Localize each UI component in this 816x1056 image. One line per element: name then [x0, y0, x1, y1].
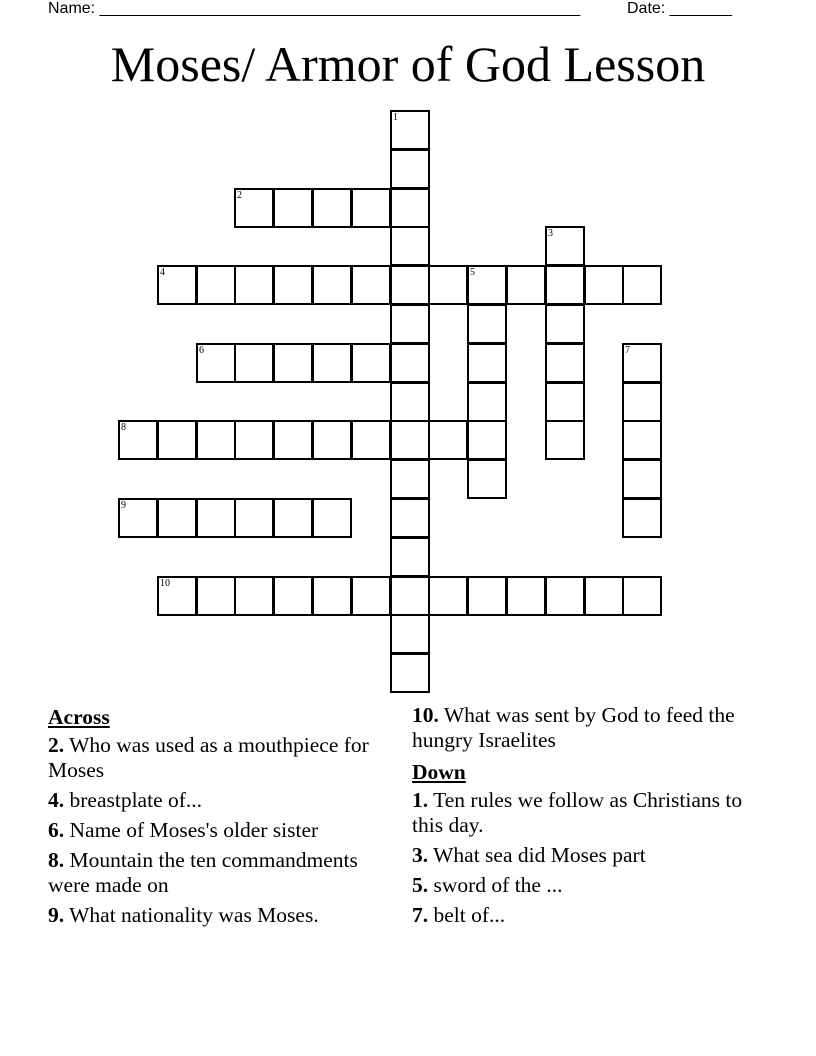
crossword-cell[interactable] [467, 382, 507, 422]
clue-number-label: 2 [237, 190, 242, 201]
crossword-cell[interactable] [506, 265, 546, 305]
crossword-cell[interactable] [390, 537, 430, 577]
clue-across-2: 2. Who was used as a mouthpiece for Moses [48, 733, 369, 782]
crossword-cell[interactable] [467, 459, 507, 499]
name-field-label: Name: ______________________________________________________ [48, 0, 581, 17]
clue-across-8: 8. Mountain the ten commandments were made on [48, 848, 358, 897]
crossword-cell[interactable] [234, 343, 274, 383]
crossword-cell[interactable] [622, 420, 662, 460]
crossword-cell[interactable] [118, 498, 158, 538]
crossword-cell[interactable] [273, 498, 313, 538]
crossword-cell[interactable] [351, 188, 391, 228]
crossword-cell[interactable] [390, 653, 430, 693]
crossword-cell[interactable] [545, 420, 585, 460]
crossword-cell[interactable] [157, 265, 197, 305]
crossword-cell[interactable] [196, 343, 236, 383]
crossword-cell[interactable] [622, 459, 662, 499]
crossword-cell[interactable] [312, 576, 352, 616]
crossword-cell[interactable] [390, 110, 430, 150]
crossword-cell[interactable] [234, 188, 274, 228]
crossword-cell[interactable] [545, 226, 585, 266]
crossword-cell[interactable] [273, 420, 313, 460]
crossword-cell[interactable] [390, 614, 430, 654]
clue-number-label: 10 [160, 578, 170, 589]
crossword-cell[interactable] [196, 265, 236, 305]
clue-down-3: 3. What sea did Moses part [412, 843, 646, 867]
across-heading: Across [48, 705, 110, 729]
crossword-cell[interactable] [312, 498, 352, 538]
clues-column-left [48, 703, 398, 933]
crossword-cell[interactable] [390, 188, 430, 228]
clues-column-right [412, 703, 762, 933]
crossword-cell[interactable] [196, 420, 236, 460]
clue-number-label: 6 [199, 345, 204, 356]
crossword-cell[interactable] [157, 576, 197, 616]
crossword-cell[interactable] [234, 498, 274, 538]
crossword-cell[interactable] [351, 343, 391, 383]
crossword-cell[interactable] [390, 420, 430, 460]
crossword-cell[interactable] [467, 304, 507, 344]
crossword-cell[interactable] [428, 420, 468, 460]
crossword-cell[interactable] [622, 498, 662, 538]
crossword-cell[interactable] [351, 420, 391, 460]
crossword-cell[interactable] [234, 420, 274, 460]
clue-across-4: 4. breastplate of... [48, 788, 203, 812]
crossword-cell[interactable] [622, 343, 662, 383]
crossword-cell[interactable] [390, 459, 430, 499]
crossword-cell[interactable] [390, 149, 430, 189]
crossword-cell[interactable] [545, 382, 585, 422]
clue-down-1: 1. Ten rules we follow as Christians to this day. [412, 788, 743, 837]
clue-across-10: 10. What was sent by God to feed the hungry Israelites [412, 703, 735, 752]
crossword-cell[interactable] [312, 188, 352, 228]
crossword-cell[interactable] [390, 576, 430, 616]
crossword-cell[interactable] [390, 343, 430, 383]
crossword-cell[interactable] [622, 382, 662, 422]
crossword-cell[interactable] [390, 265, 430, 305]
clue-number-label: 7 [625, 345, 630, 356]
crossword-cell[interactable] [467, 420, 507, 460]
clue-down-5: 5. sword of the ... [412, 873, 563, 897]
crossword-cell[interactable] [234, 265, 274, 305]
crossword-cell[interactable] [118, 420, 158, 460]
crossword-cell[interactable] [273, 265, 313, 305]
crossword-cell[interactable] [196, 576, 236, 616]
clue-number-label: 1 [393, 112, 398, 123]
crossword-cell[interactable] [622, 576, 662, 616]
crossword-cell[interactable] [428, 265, 468, 305]
crossword-cell[interactable] [545, 304, 585, 344]
crossword-cell[interactable] [467, 265, 507, 305]
crossword-cell[interactable] [545, 576, 585, 616]
crossword-cell[interactable] [390, 226, 430, 266]
page-title: Moses/ Armor of God Lesson [110, 36, 706, 92]
crossword-cell[interactable] [545, 343, 585, 383]
crossword-cell[interactable] [273, 576, 313, 616]
crossword-cell[interactable] [584, 576, 624, 616]
crossword-cell[interactable] [234, 576, 274, 616]
crossword-cell[interactable] [390, 498, 430, 538]
crossword-cell[interactable] [157, 420, 197, 460]
crossword-cell[interactable] [545, 265, 585, 305]
crossword-cell[interactable] [506, 576, 546, 616]
crossword-cell[interactable] [622, 265, 662, 305]
crossword-cell[interactable] [467, 576, 507, 616]
clue-number-label: 9 [121, 500, 126, 511]
clue-number-label: 5 [470, 267, 475, 278]
crossword-cell[interactable] [467, 343, 507, 383]
crossword-cell[interactable] [390, 382, 430, 422]
crossword-cell[interactable] [390, 304, 430, 344]
date-field-label: Date: _______ [627, 0, 732, 17]
clue-down-7: 7. belt of... [412, 903, 506, 927]
crossword-cell[interactable] [351, 576, 391, 616]
clue-number-label: 8 [121, 422, 126, 433]
crossword-cell[interactable] [351, 265, 391, 305]
down-heading: Down [412, 760, 466, 784]
crossword-cell[interactable] [312, 420, 352, 460]
crossword-cell[interactable] [584, 265, 624, 305]
clue-across-6: 6. Name of Moses's older sister [48, 818, 319, 842]
crossword-cell[interactable] [312, 265, 352, 305]
crossword-cell[interactable] [312, 343, 352, 383]
clue-number-label: 4 [160, 267, 165, 278]
clue-across-9: 9. What nationality was Moses. [48, 903, 319, 927]
crossword-cell[interactable] [157, 498, 197, 538]
crossword-cell[interactable] [273, 188, 313, 228]
crossword-cell[interactable] [196, 498, 236, 538]
crossword-cell[interactable] [273, 343, 313, 383]
crossword-cell[interactable] [428, 576, 468, 616]
clue-number-label: 3 [548, 228, 553, 239]
